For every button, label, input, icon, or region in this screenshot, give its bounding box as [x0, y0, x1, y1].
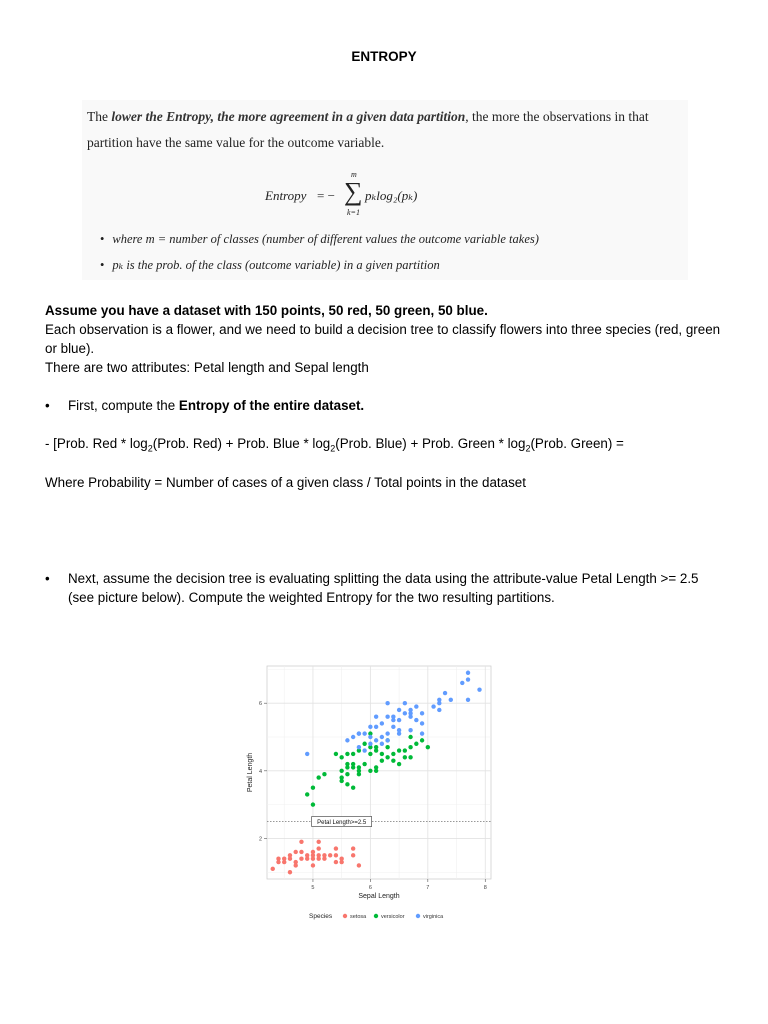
data-point-virginica — [374, 715, 378, 719]
formula-rhs: pₖlog₂(pₖ) — [365, 188, 418, 203]
data-point-versicolor — [339, 769, 343, 773]
data-point-virginica — [414, 718, 418, 722]
data-point-virginica — [368, 735, 372, 739]
annotation-label: Petal Length>=2.5 — [317, 819, 367, 826]
data-point-setosa — [276, 857, 280, 861]
data-point-setosa — [357, 863, 361, 867]
data-point-virginica — [420, 731, 424, 735]
data-point-virginica — [408, 728, 412, 732]
data-point-versicolor — [351, 765, 355, 769]
data-point-versicolor — [420, 738, 424, 742]
y-tick-label: 6 — [258, 701, 262, 708]
data-point-versicolor — [316, 775, 320, 779]
data-point-virginica — [357, 745, 361, 749]
plot-panel — [267, 666, 491, 879]
legend-marker-virginica — [416, 914, 420, 918]
x-tick-label: 6 — [368, 885, 372, 891]
data-point-virginica — [420, 721, 424, 725]
data-point-setosa — [282, 857, 286, 861]
data-point-virginica — [437, 708, 441, 712]
data-point-versicolor — [311, 802, 315, 806]
data-point-setosa — [311, 863, 315, 867]
data-point-virginica — [385, 738, 389, 742]
bullet-split-evaluation — [45, 569, 735, 609]
data-point-versicolor — [339, 775, 343, 779]
formula-lhs: Entropy — [265, 188, 307, 203]
data-point-versicolor — [374, 748, 378, 752]
entropy-definition-box — [82, 100, 688, 280]
formula-part: (Prob. Blue) + Prob. Green * log — [335, 436, 526, 451]
formula-lower-limit: k=1 — [347, 208, 360, 217]
legend-title: Species — [309, 913, 333, 920]
data-point-virginica — [466, 677, 470, 681]
data-point-virginica — [397, 718, 401, 722]
data-point-setosa — [311, 850, 315, 854]
data-point-versicolor — [385, 755, 389, 759]
data-point-setosa — [299, 850, 303, 854]
data-point-versicolor — [408, 755, 412, 759]
data-point-virginica — [345, 738, 349, 742]
legend-label-versicolor: versicolor — [381, 914, 405, 920]
data-point-virginica — [385, 701, 389, 705]
data-point-versicolor — [368, 752, 372, 756]
formula-part: (Prob. Red) + Prob. Blue * log — [152, 436, 331, 451]
x-tick-label: 5 — [311, 885, 315, 891]
data-point-versicolor — [408, 735, 412, 739]
definition-suffix: , the more the observations in that — [465, 109, 649, 124]
data-point-virginica — [466, 698, 470, 702]
entropy-formula — [265, 170, 465, 222]
data-point-versicolor — [322, 772, 326, 776]
data-point-setosa — [316, 846, 320, 850]
data-point-virginica — [431, 704, 435, 708]
data-point-setosa — [334, 853, 338, 857]
data-point-virginica — [477, 687, 481, 691]
data-point-versicolor — [362, 762, 366, 766]
log-subscript: 2 — [525, 443, 531, 454]
log-subscript: 2 — [147, 443, 153, 454]
data-point-virginica — [437, 698, 441, 702]
formula-upper-limit: m — [351, 170, 357, 179]
data-point-virginica — [368, 725, 372, 729]
data-point-versicolor — [397, 748, 401, 752]
data-point-versicolor — [408, 745, 412, 749]
data-point-setosa — [328, 853, 332, 857]
data-point-versicolor — [380, 758, 384, 762]
legend-label-virginica: virginica — [423, 914, 444, 920]
data-point-virginica — [403, 701, 407, 705]
definition-line-1 — [87, 109, 649, 125]
data-point-setosa — [294, 863, 298, 867]
data-point-setosa — [288, 857, 292, 861]
y-tick-label: 2 — [258, 836, 262, 843]
data-point-versicolor — [403, 748, 407, 752]
legend-marker-versicolor — [374, 914, 378, 918]
data-point-versicolor — [345, 772, 349, 776]
data-point-versicolor — [334, 752, 338, 756]
data-point-versicolor — [351, 752, 355, 756]
data-point-versicolor — [414, 742, 418, 746]
data-point-versicolor — [339, 755, 343, 759]
data-point-versicolor — [351, 786, 355, 790]
data-point-virginica — [385, 731, 389, 735]
data-point-virginica — [374, 725, 378, 729]
sigma-symbol: ∑ — [344, 177, 363, 206]
data-point-virginica — [380, 742, 384, 746]
legend-label-setosa: setosa — [350, 914, 367, 920]
data-point-virginica — [408, 715, 412, 719]
data-point-versicolor — [426, 745, 430, 749]
formula-part: - [Prob. Red * log — [45, 436, 148, 451]
data-point-virginica — [368, 742, 372, 746]
data-point-setosa — [339, 860, 343, 864]
data-point-versicolor — [391, 758, 395, 762]
data-point-versicolor — [403, 755, 407, 759]
bullet-dot: • — [100, 258, 105, 272]
data-point-versicolor — [385, 745, 389, 749]
y-tick-label: 4 — [258, 768, 262, 775]
data-point-versicolor — [362, 742, 366, 746]
bullet-entire-dataset — [45, 396, 725, 416]
data-point-setosa — [294, 850, 298, 854]
data-point-virginica — [391, 725, 395, 729]
data-point-virginica — [414, 704, 418, 708]
data-point-versicolor — [345, 762, 349, 766]
data-point-versicolor — [305, 792, 309, 796]
data-point-virginica — [397, 728, 401, 732]
x-axis-title: Sepal Length — [358, 893, 400, 900]
x-tick-label: 7 — [426, 885, 430, 891]
data-point-versicolor — [368, 769, 372, 773]
data-point-versicolor — [357, 772, 361, 776]
data-point-virginica — [397, 708, 401, 712]
formula-part: (Prob. Green) = — [530, 436, 624, 451]
data-point-setosa — [288, 870, 292, 874]
bullet-text: Next, assume the decision tree is evaluating splitting the data using the attribute-value Petal Length >= 2.5 (see picture below). Compute the weighted Entropy for the two resulting partitions. — [68, 571, 699, 605]
data-point-virginica — [391, 715, 395, 719]
bullet-dot: • — [100, 232, 105, 246]
data-point-virginica — [362, 748, 366, 752]
page-title: ENTROPY — [351, 49, 417, 64]
data-point-virginica — [449, 698, 453, 702]
attributes-description: There are two attributes: Petal length and Sepal length — [45, 360, 369, 375]
observation-description: Each observation is a flower, and we need to build a decision tree to classify flowers into three species (red, green or blue). — [45, 322, 721, 356]
data-point-setosa — [322, 857, 326, 861]
data-point-setosa — [351, 846, 355, 850]
data-point-setosa — [351, 853, 355, 857]
probability-definition: Where Probability = Number of cases of a given class / Total points in the dataset — [45, 475, 526, 490]
data-point-versicolor — [391, 752, 395, 756]
data-point-versicolor — [380, 752, 384, 756]
data-point-setosa — [271, 867, 275, 871]
definition-emphasis: lower the Entropy, the more agreement in a given data partition — [111, 109, 466, 124]
data-point-setosa — [334, 846, 338, 850]
definition-prefix: The — [87, 109, 112, 124]
bullet-text: where m = number of classes (number of different values the outcome variable takes) — [112, 232, 539, 246]
data-point-versicolor — [345, 782, 349, 786]
log-subscript: 2 — [330, 443, 336, 454]
data-point-setosa — [334, 860, 338, 864]
data-point-virginica — [443, 691, 447, 695]
data-point-setosa — [299, 857, 303, 861]
data-point-versicolor — [397, 762, 401, 766]
data-point-virginica — [305, 752, 309, 756]
y-axis-title: Petal Length — [247, 752, 254, 793]
data-point-virginica — [357, 731, 361, 735]
entropy-formula-line — [45, 434, 725, 453]
data-point-setosa — [316, 840, 320, 844]
definition-bullet-1 — [100, 232, 539, 247]
data-point-versicolor — [374, 765, 378, 769]
definition-line-2: partition have the same value for the outcome variable. — [87, 135, 385, 150]
iris-scatter-chart — [236, 640, 506, 930]
data-point-virginica — [466, 671, 470, 675]
bullet-text — [68, 396, 728, 415]
formula-equals: = − — [317, 188, 335, 203]
definition-bullet-2 — [100, 257, 440, 273]
data-point-virginica — [420, 711, 424, 715]
data-point-virginica — [385, 715, 389, 719]
bullet-prefix: First, compute the — [68, 398, 179, 413]
bullet-dot: • — [45, 571, 50, 586]
data-point-virginica — [460, 681, 464, 685]
data-point-virginica — [380, 735, 384, 739]
data-point-setosa — [305, 853, 309, 857]
x-tick-label: 8 — [483, 885, 487, 891]
data-point-virginica — [403, 711, 407, 715]
data-point-virginica — [380, 721, 384, 725]
data-point-versicolor — [311, 786, 315, 790]
data-point-virginica — [351, 735, 355, 739]
bullet-dot: • — [45, 398, 50, 413]
data-point-virginica — [374, 738, 378, 742]
bullet-text: pₖ is the prob. of the class (outcome variable) in a given partition — [112, 258, 440, 272]
data-point-setosa — [299, 840, 303, 844]
data-point-versicolor — [345, 752, 349, 756]
assume-statement: Assume you have a dataset with 150 points, 50 red, 50 green, 50 blue. — [45, 303, 488, 318]
bullet-bold: Entropy of the entire dataset. — [178, 398, 365, 413]
data-point-virginica — [362, 731, 366, 735]
legend-marker-setosa — [343, 914, 347, 918]
data-point-setosa — [316, 853, 320, 857]
